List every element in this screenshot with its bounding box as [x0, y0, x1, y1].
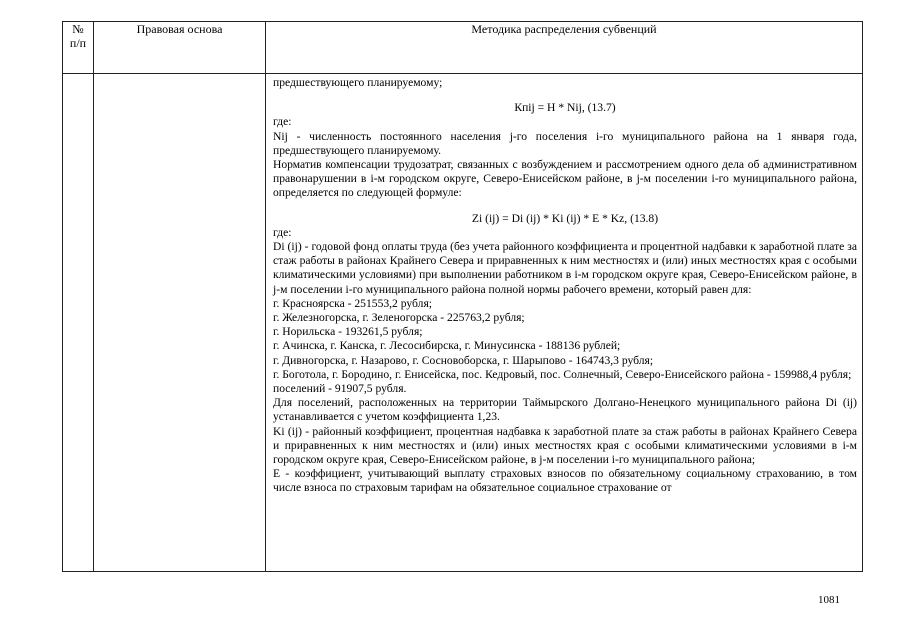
list-item: г. Норильска - 193261,5 рубля;	[273, 325, 423, 339]
table-row	[63, 74, 863, 572]
subvention-table	[62, 21, 863, 572]
table-header	[63, 22, 863, 74]
header-number-abbr: п/п	[69, 36, 87, 50]
list-item: г. Дивногорска, г. Назарово, г. Сосновоборска, г. Шарыпово - 164743,3 рубля;	[273, 353, 654, 367]
cell-number	[63, 74, 94, 572]
header-number-sign: №	[72, 22, 84, 36]
list-item: г. Ачинска, г. Канска, г. Лесосибирска, г. Минусинска - 188136 рублей;	[273, 339, 621, 353]
page-number: 1081	[818, 594, 840, 606]
header-number-column	[63, 22, 94, 74]
paragraph: Норматив компенсации трудозатрат, связанных с возбуждением и рассмотрением одного дела об административном правонарушении в i-м городском округе, Северо-Енисейском районе, в j-м поселении i-го муниципального района, определяется по следующей формуле:	[273, 158, 857, 200]
formula-13-8: Zi (ij) = Di (ij) * Ki (ij) * Е * Kz, (13.8)	[471, 211, 659, 225]
paragraph: Di (ij) - годовой фонд оплаты труда (без учета районного коэффициента и процентной надбавки к заработной плате за стаж работы в районах Крайнего Севера и приравненных к ним местностях и (или) иных местностях края с особыми климатическими условиями) при выполнении работником в i-м городском округе края, Северо-Енисейском районе, в j-м поселении i-го муниципального района полной нормы рабочего времени, который равен для:	[273, 240, 857, 296]
paragraph: где:	[273, 225, 292, 239]
spacer	[273, 90, 857, 101]
paragraph: Для поселений, расположенных на территории Таймырского Долгано-Ненецкого муниципального района Di (ij) устанавливается с учетом коэффициента 1,23.	[273, 396, 857, 424]
paragraph: Ki (ij) - районный коэффициент, процентная надбавка к заработной плате за стаж работы в районах Крайнего Севера и приравненных к ним местностях и (или) иных местностях края с особыми климатическими условиями в i-м городском округе края, Северо-Енисейском районе, в j-м поселении i-го муниципального района;	[273, 424, 857, 467]
paragraph: Nij - численность постоянного населения j-го поселения i-го муниципального района на 1 января года, предшествующего планируемому.	[273, 129, 857, 157]
list-item: г. Железногорска, г. Зеленогорска - 225763,2 рубля;	[273, 311, 525, 325]
header-legal-basis: Правовая основа	[94, 22, 266, 74]
paragraph: предшествующего планируемому;	[273, 76, 443, 89]
paragraph: где:	[273, 115, 292, 129]
list-item: поселений - 91907,5 рубля.	[273, 382, 407, 396]
formula-13-7: Кпij = Н * Nij, (13.7)	[514, 101, 616, 115]
cell-legal-basis	[94, 74, 266, 572]
spacer	[273, 201, 857, 212]
header-methodology: Методика распределения субвенций	[266, 22, 863, 74]
list-item: г. Боготола, г. Бородино, г. Енисейска, пос. Кедровый, пос. Солнечный, Северо-Енисейского района - 159988,4 рубля;	[273, 367, 852, 381]
paragraph: Е - коэффициент, учитывающий выплату страховых взносов по обязательному социальному страхованию, в том числе взноса по страховым тарифам на обязательное социальное страхование от	[273, 467, 857, 495]
list-item: г. Красноярска - 251553,2 рубля;	[273, 296, 432, 310]
cell-methodology	[266, 74, 863, 572]
